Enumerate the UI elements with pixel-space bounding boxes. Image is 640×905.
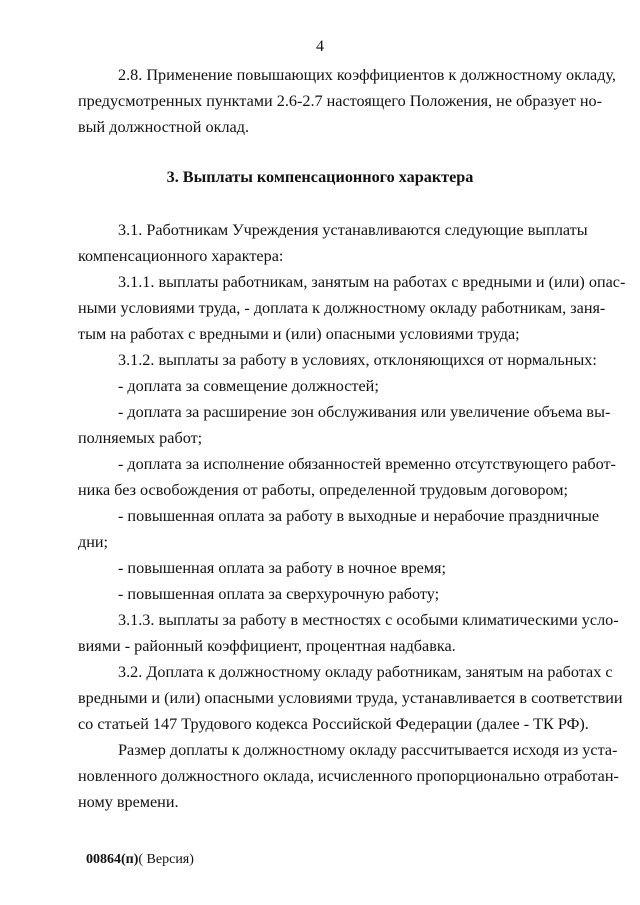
text-line: новленного должностного оклада, исчисленного пропорционально отработан-: [78, 767, 619, 785]
text-line: - доплата за расширение зон обслуживания или увеличение объема вы-: [118, 403, 611, 421]
text-line: ному времени.: [78, 793, 179, 811]
paragraph-2-8: [78, 62, 616, 140]
text-line: 3.1.3. выплаты за работу в местностях с особыми климатическими усло-: [118, 611, 619, 629]
section-3-body: [78, 217, 626, 815]
text-line: ными условиями труда, - доплата к должностному окладу работникам, заня-: [78, 299, 606, 317]
text-line: вый должностной оклад.: [78, 118, 249, 136]
document-version: ( Версия): [138, 852, 194, 867]
text-line: 3.1.2. выплаты за работу в условиях, отклоняющихся от нормальных:: [118, 351, 597, 369]
text-line: 3.1. Работникам Учреждения устанавливаются следующие выплаты: [118, 221, 588, 239]
text-line: - повышенная оплата за сверхурочную работу;: [118, 585, 440, 603]
text-line: полняемых работ;: [78, 429, 203, 447]
text-line: 3.1.1. выплаты работникам, занятым на работах с вредными и (или) опас-: [118, 273, 626, 291]
text-line: компенсационного характера:: [78, 247, 284, 265]
text-line: 2.8. Применение повышающих коэффициентов к должностному окладу,: [118, 66, 616, 84]
document-code: 00864(п): [86, 852, 139, 867]
text-line: ника без освобождения от работы, определенной трудовым договором;: [78, 481, 569, 499]
text-line: виями - районный коэффициент, процентная надбавка.: [78, 637, 456, 655]
text-line: дни;: [78, 533, 109, 551]
text-line: - повышенная оплата за работу в выходные и нерабочие праздничные: [118, 507, 600, 525]
text-line: тым на работах с вредными и (или) опасными условиями труда;: [78, 325, 520, 343]
page-number: 4: [316, 38, 324, 55]
section-heading: 3. Выплаты компенсационного характера: [166, 168, 474, 186]
text-line: - доплата за совмещение должностей;: [118, 377, 379, 395]
text-line: - повышенная оплата за работу в ночное время;: [118, 559, 446, 577]
footer: [86, 852, 194, 868]
text-line: - доплата за исполнение обязанностей временно отсутствующего работ-: [118, 455, 616, 473]
text-line: предусмотренных пунктами 2.6-2.7 настоящего Положения, не образует но-: [78, 92, 603, 110]
text-line: 3.2. Доплата к должностному окладу работникам, занятым на работах с: [118, 663, 613, 681]
text-line: Размер доплаты к должностному окладу рассчитывается исходя из уста-: [118, 741, 618, 759]
text-line: со статьей 147 Трудового кодекса Российской Федерации (далее - ТК РФ).: [78, 715, 589, 733]
text-line: вредными и (или) опасными условиями труда, устанавливается в соответствии: [78, 689, 623, 707]
